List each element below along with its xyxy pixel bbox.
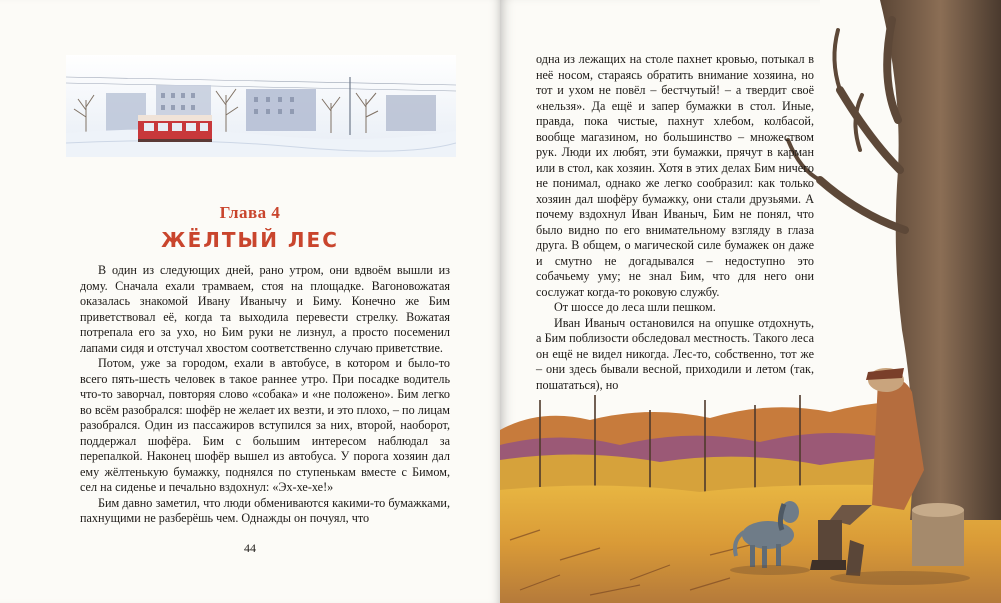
paragraph: Потом, уже за городом, ехали в автобусе, в котором и было-то всего пять-шесть человек в такое раннее утро. При посадке водитель что-то заворчал, повторяя слово «собака» и «не положено». Бим легко во всём разобрался: шофёр не желает их везти, и это плохо, – по лицам разобрался. Один из пассажиров вступился за них, второй, наоборот, поддержал шофёра. Бим с большим интересом наблюдал за перепалкой. Наконец шофёр вышел из автобуса. У порога хозяин дал ему жёлтенькую бумажку, поднялся по ступенькам вместе с Бимом, сел на сиденье и печально вздохнул: «Эх-хе-хе!» [80, 356, 450, 494]
page-number: 44 [244, 541, 256, 555]
winter-city-tram-illustration [66, 55, 456, 157]
left-page [0, 0, 500, 603]
left-page-body [80, 263, 450, 527]
paragraph: Бим давно заметил, что люди обмениваются какими-то бумажками, пахнущими не разберёшь чем. Однажды он почуял, что [80, 495, 450, 525]
paragraph: одна из лежащих на столе пахнет кровью, потыкал в неё носом, стараясь обратить внимание хозяина, но тот и ухом не повёл – бестчутый! – а твердит своё «нельзя». Да ещё и запер бумажки в стол. Иные, правда, пока чистые, пахнут хлебом, колбасой, вообще магазином, но большинство – множеством рук. Люди их любят, эти бумажки, прячут в карман или в стол, как хозяин. Хотя в этих делах Бим ничего не понимал, однако же легко сообразил: как только хозяин дал шофёру бумажку, они стали друзьями. А почему вздохнул Иван Иваныч, Бим не понял, что было видно по его внимательному взгляду в глаза друга. В общем, о магической силе бумажек он даже и смутно не догадывался – недоступно это собачьему уму; не знал Бим, что для него они сослужат когда-то роковую службу. [536, 52, 814, 299]
paragraph: От шоссе до леса шли пешком. [554, 300, 716, 314]
paragraph: В один из следующих дней, рано утром, они вдвоём вышли из дому. Сначала ехали трамваем, стоя на площадке. Вагоновожатая оказалась знакомой Ивану Иванычу и Биму. Конечно же Бим приветствовал её, когда та выходила перевести стрелку. Вожатая потрепала его за ухо, но Бим руки не лизнул, а просто посеменил лапами сидя и отстучал хвостом соответственно случаю приветствие. [80, 263, 450, 355]
chapter-number: Глава 4 [219, 203, 281, 222]
chapter-title: ЖЁЛТЫЙ ЛЕС [161, 228, 339, 252]
right-page-body [536, 52, 814, 393]
paragraph: Иван Иваныч остановился на опушке отдохнуть, а Бим поблизости обследовал местность. Такого леса он ещё не видел никогда. Лес-то, собственно, тот же – они здесь бывали весной, приходили и летом (так, пошататься), но [536, 315, 814, 392]
right-page [500, 0, 1001, 603]
